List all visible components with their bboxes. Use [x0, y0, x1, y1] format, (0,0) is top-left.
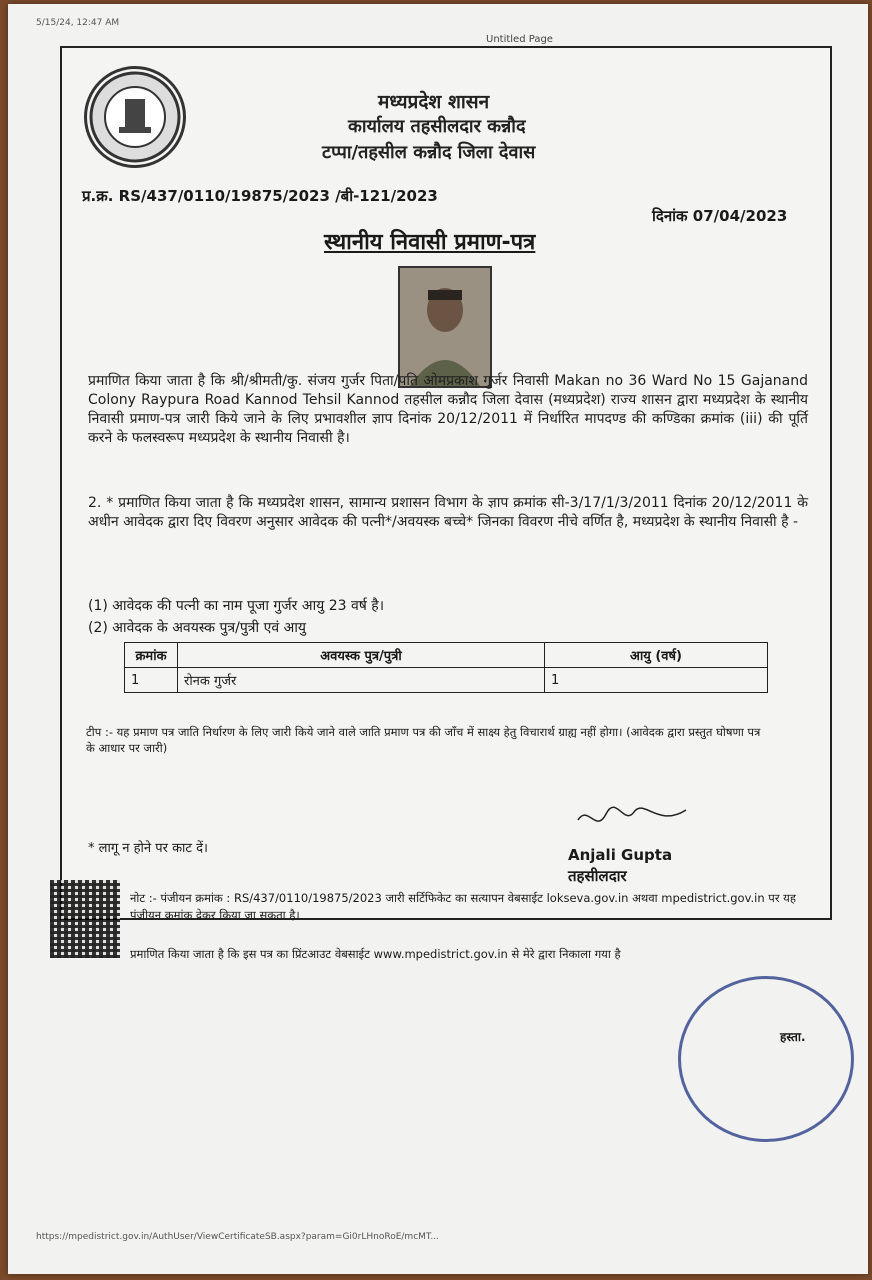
- verification-note: नोट :- पंजीयन क्रमांक : RS/437/0110/19875/2023 जारी सर्टिफिकेट का सत्यापन वेबसाईट lokseva.gov.in अथवा mpedistrict.gov.in पर यह पंजीयन क्रमांक देकर किया जा सकता है।: [130, 891, 796, 922]
- print-url: https://mpedistrict.gov.in/AuthUser/ViewCertificateSB.aspx?param=Gi0rLHnoRoE/mcMT...: [36, 1232, 439, 1242]
- applicant-photo: [398, 266, 492, 388]
- cell-child-name: रोनक गुर्जर: [178, 668, 545, 693]
- certificate-title: स्थानीय निवासी प्रमाण-पत्र: [324, 230, 536, 255]
- note-text: टीप :- यह प्रमाण पत्र जाति निर्धारण के लिए जारी किये जाने वाले जाति प्रमाण पत्र की जाँच में साक्ष्य हेतु विचारार्थ ग्राह्य नहीं होगा। (आवेदक द्वारा प्रस्तुत घोषणा पत्र के आधार पर जारी): [86, 725, 761, 755]
- cell-serial: 1: [125, 668, 178, 693]
- official-stamp-icon: [678, 976, 854, 1142]
- signature-icon: [574, 800, 694, 840]
- minor-children-table: [124, 642, 768, 693]
- column-header-serial: क्रमांक: [125, 643, 178, 668]
- printout-certification: प्रमाणित किया जाता है कि इस पत्र का प्रिंटआउट वेबसाईट www.mpedistrict.gov.in से मेरे द्वारा निकाला गया है: [130, 947, 621, 961]
- qr-code-icon: [50, 880, 120, 958]
- strike-instruction: * लागू न होने पर काट दें।: [88, 841, 208, 856]
- wife-details: (1) आवेदक की पत्नी का नाम पूजा गुर्जर आयु 23 वर्ष है।: [88, 598, 385, 614]
- cell-age: 1: [545, 668, 768, 693]
- minor-children-heading: (2) आवेदक के अवयस्क पुत्र/पुत्री एवं आयु: [88, 620, 307, 636]
- print-timestamp: 5/15/24, 12:47 AM: [36, 18, 120, 28]
- officer-designation: तहसीलदार: [568, 867, 627, 885]
- certificate-paragraph-1: प्रमाणित किया जाता है कि श्री/श्रीमती/कु. संजय गुर्जर पिता/पति ओमप्रकाश गुर्जर निवासी Makan no 36 Ward No 15 Gajanand Colony Raypura Road Kannod Tehsil Kannod तहसील कन्नौद जिला देवास (मध्यप्रदेश) राज्य शासन द्वारा मध्यप्रदेश के स्थानीय निवासी प्रमाण-पत्र जारी किये जाने के लिए प्रभावशील ज्ञाप दिनांक 20/12/2011 में निर्धारित मापदण्ड की कण्डिका क्रमांक (iii) की पूर्ति करने के फलस्वरूप मध्यप्रदेश के स्थानीय निवासी है।: [88, 373, 808, 446]
- table-row: [125, 668, 768, 693]
- print-page-title: Untitled Page: [486, 34, 553, 45]
- stamp-signature-label: हस्ता.: [780, 1030, 806, 1044]
- issue-date: दिनांक 07/04/2023: [652, 207, 788, 225]
- header-line-1: मध्यप्रदेश शासन: [378, 91, 490, 113]
- person-photo-icon: [400, 268, 490, 386]
- certificate-frame: [60, 46, 832, 920]
- column-header-child: अवयस्क पुत्र/पुत्री: [178, 643, 545, 668]
- reference-number: प्र.क्र. RS/437/0110/19875/2023 /बी-121/2023: [82, 187, 438, 205]
- column-header-age: आयु (वर्ष): [545, 643, 768, 668]
- certificate-paragraph-2: 2. * प्रमाणित किया जाता है कि मध्यप्रदेश शासन, सामान्य प्रशासन विभाग के ज्ञाप क्रमांक सी-3/17/1/3/2011 दिनांक 20/12/2011 के अधीन आवेदक द्वारा दिए विवरण अनुसार आवेदक की पत्नी*/अवयस्क बच्चे* जिनका विवरण नीचे वर्णित है, मध्यप्रदेश के स्थानीय निवासी है -: [88, 495, 808, 530]
- header-line-2: कार्यालय तहसीलदार कन्नौद: [348, 116, 526, 137]
- government-seal-icon: [84, 66, 186, 168]
- officer-name: Anjali Gupta: [568, 846, 673, 864]
- table-header-row: [125, 643, 768, 668]
- header-line-3: टप्पा/तहसील कन्नौद जिला देवास: [322, 142, 536, 163]
